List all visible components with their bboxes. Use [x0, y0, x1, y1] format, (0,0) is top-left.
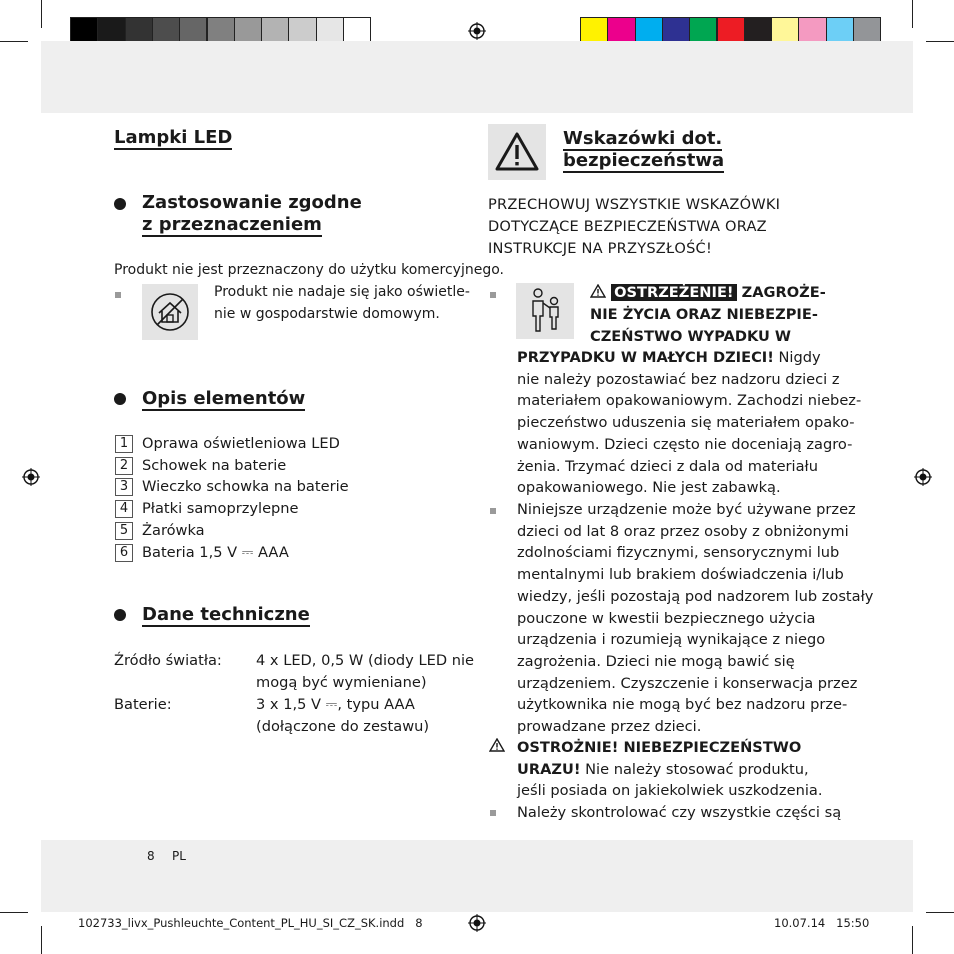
- safety-heading: Wskazówki dot. bezpieczeństwa: [563, 128, 725, 171]
- component-number: 5: [115, 522, 133, 540]
- component-label: Żarówka: [142, 521, 205, 539]
- text-line: urządzenia i rozumieją wynikające z niego: [517, 631, 826, 649]
- warning-badge: OSTRZEŻENIE!: [611, 284, 736, 301]
- crop-mark: [926, 912, 954, 913]
- indoor-use-only-icon: [142, 284, 198, 340]
- section-bullet-icon: [114, 609, 126, 621]
- crop-mark: [926, 41, 954, 42]
- list-bullet: [115, 292, 121, 298]
- children-usage-text: [517, 499, 873, 738]
- component-number: 3: [115, 478, 133, 496]
- text-line: zagrożenia. Dzieci nie mogą bawić się: [517, 652, 795, 670]
- text-line: pouczone w kwestii bezpiecznego użycia: [517, 609, 816, 627]
- small-warning-icon: [489, 738, 505, 752]
- intended-use-bullet: Produkt nie nadaje się jako oświetle- nie w gospodarstwie domowym.: [214, 284, 470, 322]
- registration-mark-icon: [468, 914, 486, 932]
- tech-label-light: Źródło światła:: [114, 652, 222, 669]
- components-heading: Opis elementów: [142, 388, 306, 409]
- component-number: 4: [115, 500, 133, 518]
- page-title: Lampki LED: [114, 127, 233, 148]
- file-name: 102733_livx_Pushleuchte_Content_PL_HU_SI_CZ_SK.indd 8: [78, 916, 423, 930]
- warning-heading: OSTRZEŻENIE! ZAGROŻE-: [590, 282, 826, 304]
- tech-value-batteries: 3 x 1,5 V ⎓, typu AAA (dołączone do zestawu): [256, 696, 430, 735]
- caution-text: OSTROŻNIE! NIEBEZPIECZEŃSTWO URAZU! Nie należy stosować produktu, jeśli posiada on jakiekolwiek uszkodzenia.: [517, 739, 823, 800]
- section-bullet-icon: [114, 393, 126, 405]
- text-line: wiedzy, jeśli pozostają pod nadzorem lub zostały: [517, 587, 874, 605]
- child-warning-icon: [516, 283, 574, 339]
- registration-mark-icon: [468, 22, 486, 40]
- text-line: waniowym. Dzieci często nie doceniają zagro-: [517, 435, 853, 453]
- text-line: Niniejsze urządzenie może być używane przez: [517, 501, 856, 518]
- header-band: [41, 41, 913, 113]
- component-number: 1: [115, 435, 133, 453]
- registration-mark-icon: [22, 468, 40, 486]
- component-label: Wieczko schowka na baterie: [142, 478, 349, 496]
- crop-mark: [0, 912, 28, 913]
- tech-data-heading: Dane techniczne: [142, 604, 310, 625]
- crop-mark: [41, 0, 42, 28]
- text-line: żenia. Trzymać dzieci z dala od materiału: [517, 457, 818, 475]
- component-label: Schowek na baterie: [142, 456, 287, 474]
- crop-mark: [41, 926, 42, 954]
- warning-body: PRZYPADKU W MAŁYCH DZIECI! Nigdy nie należy pozostawiać bez nadzoru dzieci z materiałem opakowaniowym. Zachodzi niebez- pieczeństwo uduszenia się materiałem opako- waniowym. Dzieci często nie doceniają zagro- żenia. Trzymać dzieci z dala od materiału opakowaniowego. Nie jest zabawką.: [517, 347, 861, 499]
- text-line: urządzeniem. Czyszczenie i konserwacja przez: [517, 674, 858, 692]
- check-parts-text: Należy skontrolować czy wszystkie części są: [517, 804, 842, 821]
- warning-triangle-icon: [488, 124, 546, 180]
- date-time: 10.07.14 15:50: [774, 916, 870, 930]
- text-line: użytkownika nie mogą być bez nadzoru prze-: [517, 696, 848, 714]
- section-bullet-icon: [114, 198, 126, 210]
- text-line: pieczeństwo uduszenia się materiałem opako-: [517, 414, 855, 432]
- registration-mark-icon: [914, 468, 932, 486]
- component-number: 6: [115, 544, 133, 562]
- small-warning-icon: [590, 284, 606, 298]
- list-bullet: [490, 810, 496, 816]
- list-bullet: [490, 508, 496, 514]
- text-line: mentalnymi lub brakiem doświadczenia i/lub: [517, 566, 844, 584]
- crop-mark: [912, 0, 913, 28]
- crop-mark: [912, 926, 913, 954]
- warning-heading-cont: NIE ŻYCIA ORAZ NIEBEZPIE- CZEŃSTWO WYPADKU W: [590, 306, 818, 345]
- component-label: Oprawa oświetleniowa LED: [142, 435, 340, 452]
- component-label: Bateria 1,5 V ⎓ AAA: [142, 543, 289, 561]
- component-label: Płatki samoprzylepne: [142, 500, 299, 518]
- page-number: 8: [147, 849, 155, 863]
- text-line: dzieci od lat 8 oraz przez osoby z obniżonymi: [517, 522, 849, 540]
- tech-label-batteries: Baterie:: [114, 696, 172, 713]
- intended-use-text: Produkt nie jest przeznaczony do użytku komercyjnego.: [114, 262, 504, 278]
- text-line: nie należy pozostawiać bez nadzoru dzieci z: [517, 370, 840, 388]
- tech-value-light: 4 x LED, 0,5 W (diody LED nie mogą być wymieniane): [256, 652, 474, 691]
- keep-instructions-text: PRZECHOWUJ WSZYSTKIE WSKAZÓWKI DOTYCZĄCE BEZPIECZEŃSTWA ORAZ INSTRUKCJE NA PRZYSZŁOŚĆ!: [488, 196, 781, 257]
- text-line: materiałem opakowaniowym. Zachodzi niebez-: [517, 392, 862, 410]
- crop-mark: [0, 41, 28, 42]
- intended-use-heading: Zastosowanie zgodne z przeznaczeniem: [142, 192, 362, 235]
- text-line: opakowaniowego. Nie jest zabawką.: [517, 479, 781, 497]
- text-line: prowadzane przez dzieci.: [517, 718, 702, 736]
- language-code: PL: [172, 849, 186, 863]
- component-number: 2: [115, 457, 133, 475]
- text-line: zdolnościami fizycznymi, sensorycznymi lub: [517, 544, 840, 562]
- list-bullet: [490, 292, 496, 298]
